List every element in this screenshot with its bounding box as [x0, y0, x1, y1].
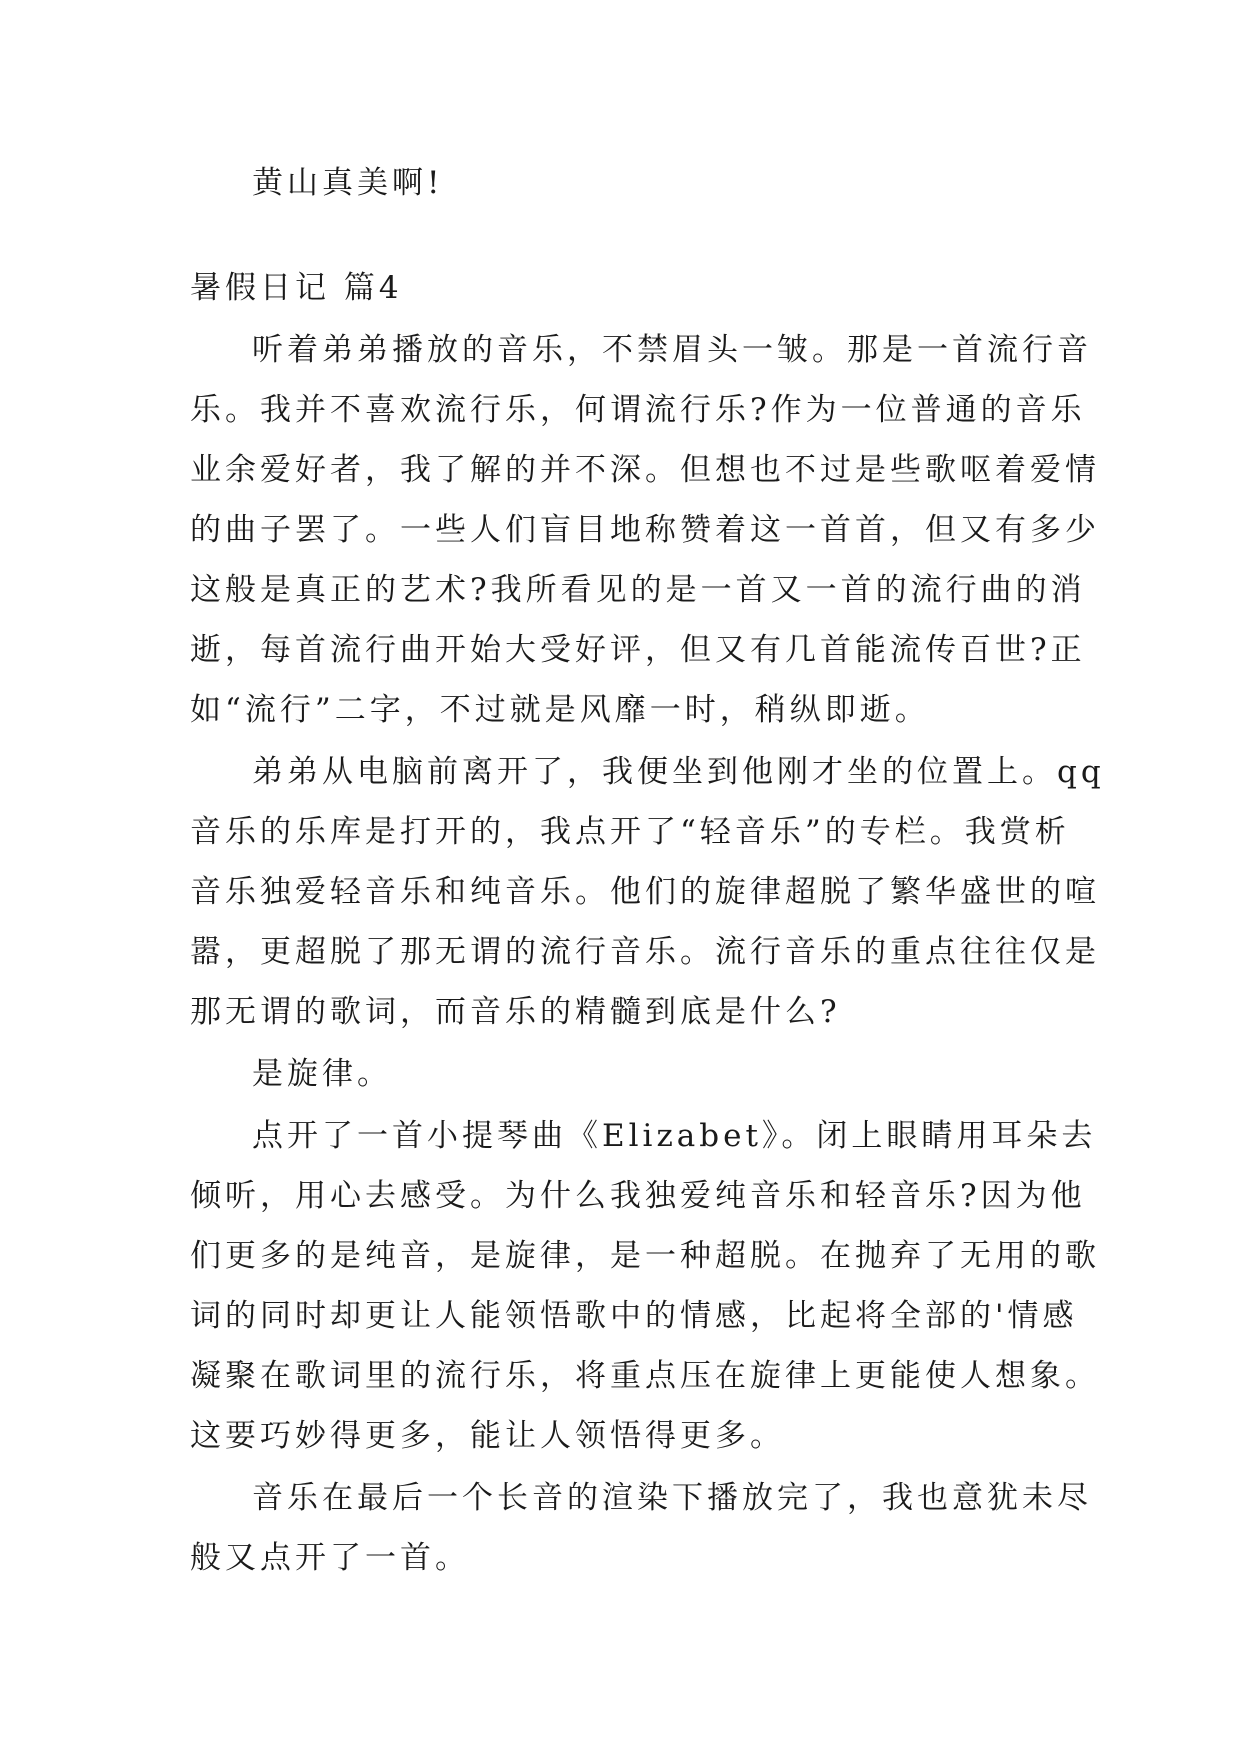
paragraph-line: 点开了一首小提琴曲《Elizabet》。闭上眼睛用耳朵去	[252, 1118, 1097, 1154]
paragraph-line: 音乐在最后一个长音的渲染下播放完了，我也意犹未尽	[252, 1480, 1092, 1516]
paragraph-line: 倾听，用心去感受。为什么我独爱纯音乐和轻音乐?因为他	[190, 1178, 1086, 1214]
paragraph-line: 听着弟弟播放的音乐，不禁眉头一皱。那是一首流行音	[252, 332, 1092, 368]
paragraph-line: 凝聚在歌词里的流行乐，将重点压在旋律上更能使人想象。	[190, 1358, 1100, 1394]
paragraph-line: 这要巧妙得更多，能让人领悟得更多。	[190, 1418, 785, 1454]
intro-closing-line: 黄山真美啊!	[252, 165, 444, 201]
paragraph-line: 逝，每首流行曲开始大受好评，但又有几首能流传百世?正	[190, 632, 1086, 668]
paragraph-line: 业余爱好者，我了解的并不深。但想也不过是些歌呕着爱情	[190, 452, 1100, 488]
paragraph-line: 这般是真正的艺术?我所看见的是一首又一首的流行曲的消	[190, 572, 1086, 608]
paragraph-line: 乐。我并不喜欢流行乐，何谓流行乐?作为一位普通的音乐	[190, 392, 1086, 428]
paragraph-line: 们更多的是纯音，是旋律，是一种超脱。在抛弃了无用的歌	[190, 1238, 1100, 1274]
paragraph-line: 嚣，更超脱了那无谓的流行音乐。流行音乐的重点往往仅是	[190, 934, 1100, 970]
paragraph-line: 般又点开了一首。	[190, 1540, 470, 1576]
paragraph-line: 音乐的乐库是打开的，我点开了“轻音乐”的专栏。我赏析	[190, 814, 1070, 850]
paragraph-line: 如“流行”二字，不过就是风靡一时，稍纵即逝。	[190, 692, 930, 728]
paragraph-line: 词的同时却更让人能领悟歌中的情感，比起将全部的'情感	[190, 1298, 1078, 1334]
paragraph-line: 是旋律。	[252, 1056, 392, 1092]
paragraph-line: 那无谓的歌词，而音乐的精髓到底是什么?	[190, 994, 841, 1030]
section-title: 暑假日记 篇4	[190, 270, 403, 306]
paragraph-line: 音乐独爱轻音乐和纯音乐。他们的旋律超脱了繁华盛世的喧	[190, 874, 1100, 910]
paragraph-line: 的曲子罢了。一些人们盲目地称赞着这一首首，但又有多少	[190, 512, 1100, 548]
paragraph-line: 弟弟从电脑前离开了，我便坐到他刚才坐的位置上。qq	[252, 754, 1105, 790]
